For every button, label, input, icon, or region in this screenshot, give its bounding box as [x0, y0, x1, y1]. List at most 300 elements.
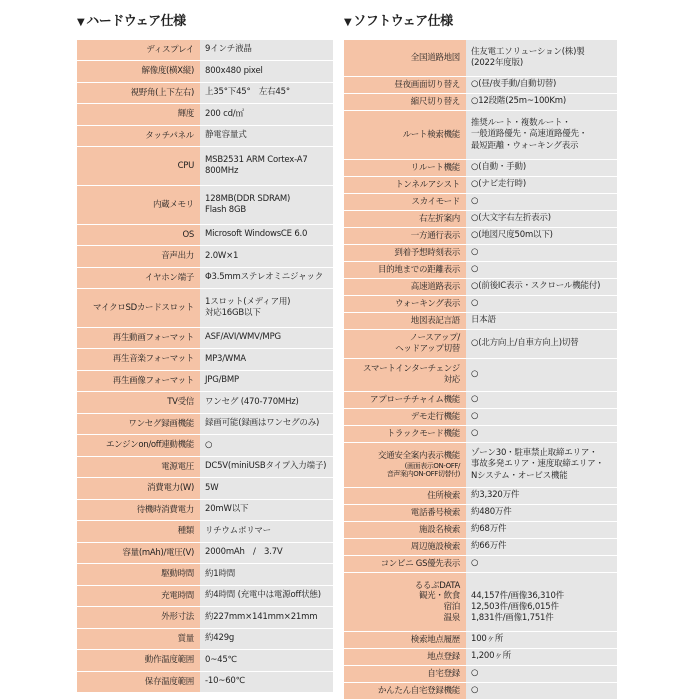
spec-value [466, 409, 617, 425]
spec-row [77, 586, 333, 607]
spec-label-line: 縮尺切り替え [410, 96, 460, 107]
triangle-bullet-icon: ▼ [77, 17, 85, 28]
spec-label [77, 478, 200, 499]
spec-label-line: アプローチチャイム機能 [370, 394, 460, 405]
software-spec-section [344, 12, 617, 700]
spec-label [77, 500, 200, 520]
spec-label [344, 194, 466, 210]
spec-row [77, 371, 333, 392]
hardware-spec-section [77, 12, 333, 693]
spec-row [344, 488, 617, 505]
spec-label-line: スマートインターチェンジ [363, 364, 460, 375]
spec-value [200, 268, 333, 288]
spec-label [77, 328, 200, 348]
spec-label-line: 音声出力 [161, 251, 194, 262]
spec-value-line: 上35°下45° 左右45° [205, 87, 290, 98]
spec-value-line: ゾーン30・駐車禁止取締エリア・ [471, 448, 598, 459]
spec-label-line: 音声案内ON-OFF切替付) [386, 470, 460, 479]
spec-value-line: MP3/WMA [205, 353, 246, 364]
spec-value-line: ○ [471, 247, 479, 258]
spec-value [466, 539, 617, 555]
spec-row [344, 160, 617, 177]
spec-value-line: ○(大文字右左折表示) [471, 213, 551, 224]
spec-label-line: 対応 [443, 375, 460, 385]
spec-label-line: 再生音楽フォーマット [112, 354, 194, 365]
software-spec-heading: ▼ ソフトウェア仕様 [344, 14, 453, 29]
spec-label-line: 一方通行表示 [410, 230, 460, 241]
spec-label-line: ルート検索機能 [402, 129, 460, 140]
spec-label [344, 649, 466, 665]
spec-row [344, 296, 617, 313]
spec-value [200, 564, 333, 585]
spec-value [200, 126, 333, 146]
spec-label [77, 629, 200, 649]
spec-row [344, 313, 617, 330]
spec-label [77, 392, 200, 413]
spec-label-line: トラックモード機能 [386, 428, 460, 439]
spec-label-line: ディスプレイ [146, 44, 194, 55]
spec-value-line: ○(昼/夜手動/自動切替) [471, 79, 557, 90]
spec-label-line: 観光・飲食 [418, 591, 460, 602]
spec-value-line: ○(自動・手動) [471, 162, 526, 173]
spec-label-line: エンジンon/off連動機能 [105, 440, 194, 451]
spec-label [344, 522, 466, 538]
spec-label-line: 温泉 [443, 612, 460, 623]
spec-value [466, 313, 617, 329]
spec-value [466, 666, 617, 682]
spec-label-line: 解像度(横X縦) [141, 66, 194, 77]
spec-value-line: 800x480 pixel [205, 65, 263, 76]
spec-value [200, 607, 333, 628]
spec-label [344, 40, 466, 76]
spec-label [344, 262, 466, 278]
spec-row [344, 111, 617, 160]
spec-row [344, 245, 617, 262]
spec-row [344, 649, 617, 666]
spec-value [200, 61, 333, 82]
spec-label-line: 保存温度範囲 [144, 676, 194, 687]
spec-value [466, 632, 617, 648]
spec-row [77, 500, 333, 521]
spec-row [344, 522, 617, 539]
spec-row [77, 61, 333, 83]
spec-row [77, 328, 333, 349]
spec-label-line: 地図表記言語 [410, 315, 460, 326]
spec-row [344, 632, 617, 649]
spec-row [344, 40, 617, 77]
spec-value-line: 対応16GB以下 [205, 308, 261, 318]
software-spec-table [344, 39, 617, 700]
spec-value-line: 静電容量式 [205, 130, 247, 141]
spec-value [200, 328, 333, 348]
spec-label [344, 313, 466, 329]
spec-label-line: タッチパネル [145, 130, 194, 141]
spec-label-line: 質量 [177, 633, 194, 644]
spec-value [466, 111, 617, 159]
spec-value-line: 住友電工ソリューション(株)製 [471, 46, 585, 57]
spec-label-line: 到着予想時刻表示 [394, 247, 460, 258]
spec-value [466, 573, 617, 631]
spec-value [200, 392, 333, 413]
spec-label [77, 40, 200, 60]
spec-value-line: 12,503件/画像6,015件 [471, 602, 559, 612]
spec-label-line: コンビニ GS優先表示 [380, 558, 460, 569]
spec-value [466, 262, 617, 278]
spec-value-line: 約480万件 [471, 507, 512, 518]
spec-value [466, 443, 617, 487]
spec-value [200, 672, 333, 692]
spec-value-line: 2.0W×1 [205, 250, 239, 261]
spec-value-line: ○(前後IC表示・スクロール機能付) [471, 281, 601, 292]
spec-value-line: 1,200ヶ所 [471, 651, 511, 662]
spec-label [344, 330, 466, 358]
spec-value [200, 650, 333, 671]
spec-label [77, 457, 200, 477]
spec-label-line: ワンセグ録画機能 [128, 418, 194, 429]
spec-row [344, 279, 617, 296]
spec-value [466, 505, 617, 521]
spec-value-line: 約227mm×141mm×21mm [205, 611, 318, 622]
spec-value-line: 100ヶ所 [471, 634, 504, 645]
spec-label [344, 392, 466, 408]
spec-value-line: 20mW以下 [205, 504, 249, 515]
spec-value-line: 約429g [205, 633, 235, 644]
spec-row [77, 478, 333, 500]
spec-row [77, 607, 333, 629]
spec-value [466, 245, 617, 261]
spec-label [344, 683, 466, 699]
spec-row [77, 83, 333, 104]
spec-label [77, 289, 200, 327]
spec-label-line: イヤホン端子 [144, 272, 194, 283]
spec-label [77, 225, 200, 245]
spec-label-line: ウォーキング表示 [394, 298, 460, 309]
spec-label-line: 外形寸法 [161, 612, 194, 623]
spec-label-line: 目的地までの距離表示 [377, 264, 460, 275]
spec-value [466, 488, 617, 504]
spec-label [344, 488, 466, 504]
spec-value-line: ASF/AVI/WMV/MPG [205, 332, 281, 343]
spec-label [344, 443, 466, 487]
spec-value-line: 録画可能(録画はワンセグのみ) [205, 418, 320, 429]
spec-label-line: トンネルアシスト [395, 179, 460, 190]
spec-value-line: 最短距離・ウォーキング表示 [471, 140, 579, 151]
spec-label-line: るるぶDATA [414, 580, 460, 591]
spec-value-line: 推奨ルート・複数ルート・ [471, 118, 571, 129]
spec-label [344, 245, 466, 261]
spec-row [344, 77, 617, 94]
spec-value [200, 349, 333, 370]
spec-row [344, 392, 617, 409]
spec-value-line: ○ [205, 439, 213, 450]
spec-value-line: ○ [471, 394, 479, 405]
spec-value [200, 371, 333, 391]
spec-label-line: CPU [177, 160, 194, 171]
spec-row [344, 539, 617, 556]
spec-value [200, 500, 333, 520]
spec-value [466, 330, 617, 358]
spec-label [77, 61, 200, 82]
spec-label [344, 359, 466, 391]
spec-value-line [471, 580, 615, 591]
spec-label [77, 543, 200, 563]
spec-row [77, 521, 333, 543]
spec-label [77, 186, 200, 224]
spec-row [344, 683, 617, 700]
spec-value-line: Nシステム・オービス機能 [471, 470, 568, 481]
spec-label [344, 556, 466, 572]
spec-value-line: 一般道路優先・高速道路優先・ [471, 129, 588, 140]
spec-label [344, 296, 466, 312]
spec-label-line: 動作温度範囲 [144, 655, 194, 666]
spec-row [77, 435, 333, 457]
spec-label [77, 607, 200, 628]
spec-value-line: ○ [471, 196, 479, 207]
spec-label-line: 右左折案内 [418, 213, 460, 224]
spec-value-line: ○ [471, 264, 479, 275]
spec-value-line: 0~45℃ [205, 654, 237, 665]
spec-label [77, 564, 200, 585]
spec-value [200, 521, 333, 542]
spec-label-line: 視野角(上下左右) [130, 87, 194, 98]
hardware-spec-heading: ▼ ハードウェア仕様 [77, 14, 186, 29]
spec-row [77, 186, 333, 225]
spec-label [344, 666, 466, 682]
spec-label-line: 昼夜画面切り替え [394, 79, 460, 90]
spec-value [466, 296, 617, 312]
spec-row [344, 94, 617, 111]
spec-value [466, 94, 617, 110]
spec-label-line: マイクロSDカードスロット [93, 302, 194, 313]
spec-value-line: ○ [471, 369, 479, 380]
spec-label [77, 246, 200, 267]
spec-value [200, 414, 333, 434]
spec-label-line: 高速道路表示 [410, 281, 460, 292]
spec-label-line: 電話番号検索 [410, 507, 460, 518]
spec-value [200, 586, 333, 606]
spec-value [200, 246, 333, 267]
spec-row [77, 543, 333, 564]
spec-label [344, 409, 466, 425]
spec-value-line: MSB2531 ARM Cortex-A7 [205, 154, 308, 165]
spec-value-line: ○(ナビ走行時) [471, 179, 526, 190]
spec-label [77, 83, 200, 103]
spec-row [344, 409, 617, 426]
spec-label [77, 586, 200, 606]
spec-value-line: 1スロット(メディア用) [205, 296, 291, 307]
spec-row [344, 359, 617, 392]
spec-label-line: 種類 [177, 526, 194, 537]
spec-value-line: 約66万件 [471, 541, 507, 552]
spec-label-line: 内蔵メモリ [152, 199, 194, 210]
spec-label-line: 電源電圧 [161, 461, 194, 472]
spec-value-line: ○ [471, 411, 479, 422]
spec-label [344, 573, 466, 631]
spec-value [466, 279, 617, 295]
spec-label [344, 160, 466, 176]
spec-value [200, 543, 333, 563]
spec-row [77, 414, 333, 435]
spec-value [200, 225, 333, 245]
spec-label [77, 521, 200, 542]
spec-value-line: 800MHz [205, 166, 239, 176]
spec-label-line: TV受信 [167, 397, 194, 408]
spec-value-line: 9インチ液晶 [205, 44, 252, 55]
spec-label-line: ノースアップ/ [409, 333, 460, 344]
spec-row [344, 194, 617, 211]
spec-label [77, 435, 200, 456]
spec-label [77, 672, 200, 692]
spec-row [77, 147, 333, 186]
spec-row [77, 392, 333, 414]
spec-row [77, 629, 333, 650]
spec-label [344, 539, 466, 555]
spec-label [344, 94, 466, 110]
spec-value-line: ○(地図尺度50m以下) [471, 230, 553, 241]
spec-label [344, 632, 466, 648]
spec-value [466, 359, 617, 391]
spec-label-line: 交通安全案内表示機能 [377, 450, 460, 461]
spec-value [200, 289, 333, 327]
spec-value-line: ○12段階(25m~100Km) [471, 96, 566, 107]
spec-label [77, 126, 200, 146]
spec-row [344, 505, 617, 522]
spec-value-line: 約3,320万件 [471, 490, 520, 501]
spec-value [466, 522, 617, 538]
spec-value-line: リチウムポリマー [205, 525, 271, 536]
spec-value-line: 2000mAh / 3.7V [205, 547, 283, 558]
spec-value [466, 683, 617, 699]
spec-value [466, 556, 617, 572]
spec-label [344, 426, 466, 442]
spec-value [466, 649, 617, 665]
spec-row [344, 426, 617, 443]
spec-row [77, 564, 333, 586]
spec-label-line: 住所検索 [427, 490, 460, 501]
spec-row [77, 672, 333, 693]
spec-value [466, 426, 617, 442]
spec-label [77, 650, 200, 671]
spec-value-line: -10~60℃ [205, 676, 245, 687]
spec-value [466, 228, 617, 244]
spec-label-line: リルート機能 [410, 162, 460, 173]
spec-label-line: 検索地点履歴 [410, 634, 460, 645]
spec-value-line: 約68万件 [471, 524, 507, 535]
spec-row [77, 349, 333, 371]
spec-label-line: かんたん自宅登録機能 [377, 685, 460, 696]
spec-value-line: 200 cd/㎡ [205, 108, 244, 119]
spec-label [344, 77, 466, 93]
spec-value [466, 77, 617, 93]
spec-value-line: ○ [471, 685, 479, 696]
spec-label-line: 再生画像フォーマット [112, 375, 194, 386]
spec-row [344, 443, 617, 488]
spec-label [77, 414, 200, 434]
spec-value-line: ○ [471, 668, 479, 679]
spec-row [344, 262, 617, 279]
spec-value-line: 事故多発エリア・速度取締エリア・ [471, 459, 604, 470]
spec-row [344, 228, 617, 245]
spec-value [200, 478, 333, 499]
spec-value [200, 457, 333, 477]
spec-label-line: 宿泊 [443, 602, 460, 612]
spec-label-line: 駆動時間 [161, 569, 194, 580]
spec-row [77, 457, 333, 478]
spec-label [77, 104, 200, 125]
spec-label-line: 施設名検索 [418, 524, 460, 535]
spec-label [77, 268, 200, 288]
spec-label [344, 177, 466, 193]
spec-value-line: 日本語 [471, 315, 496, 326]
spec-label [344, 228, 466, 244]
spec-value [466, 392, 617, 408]
spec-label [77, 147, 200, 185]
spec-value-line: ○ [471, 428, 479, 439]
spec-row [344, 211, 617, 228]
spec-row [77, 104, 333, 126]
spec-value-line: (2022年度版) [471, 58, 523, 68]
spec-value [200, 83, 333, 103]
spec-value-line: DC5V(miniUSBタイプ入力端子) [205, 461, 327, 472]
hardware-spec-table [77, 39, 333, 693]
spec-value [200, 147, 333, 185]
spec-row [77, 650, 333, 672]
spec-value [200, 104, 333, 125]
spec-value-line: 約4時間 (充電中は電源off状態) [205, 590, 321, 601]
spec-value-line: Microsoft WindowsCE 6.0 [205, 229, 308, 240]
spec-value-line: ○(北方向上/自車方向上)切替 [471, 338, 579, 349]
spec-label-line: 自宅登録 [427, 668, 460, 679]
spec-label-line: 輝度 [177, 109, 194, 120]
spec-value [466, 211, 617, 227]
spec-label [344, 211, 466, 227]
spec-label-line: 消費電力(W) [147, 483, 194, 494]
spec-label-line: 容量(mAh)/電圧(V) [122, 547, 194, 558]
spec-row [344, 573, 617, 632]
spec-label-line: 地点登録 [427, 651, 460, 662]
spec-label [344, 279, 466, 295]
spec-row [77, 268, 333, 289]
spec-value [200, 40, 333, 60]
spec-label-line: 充電時間 [161, 590, 194, 601]
spec-row [344, 177, 617, 194]
spec-value [466, 160, 617, 176]
spec-value-line: 44,157件/画像36,310件 [471, 590, 564, 601]
spec-row [344, 666, 617, 683]
spec-value [466, 177, 617, 193]
spec-row [77, 40, 333, 61]
spec-label-line: (画面表示ON-OFF/ [404, 461, 460, 470]
spec-label-line: ヘッドアップ切替 [395, 344, 460, 354]
spec-label [344, 505, 466, 521]
spec-value [200, 186, 333, 224]
spec-label-line: デモ走行機能 [410, 411, 460, 422]
spec-label-line: 待機時消費電力 [136, 504, 194, 515]
spec-value-line: 1,831件/画像1,751件 [471, 613, 554, 624]
spec-value-line: Flash 8GB [205, 205, 247, 215]
spec-label [77, 349, 200, 370]
spec-row [77, 225, 333, 246]
spec-row [344, 330, 617, 359]
spec-label [77, 371, 200, 391]
spec-label-line: 全国道路地図 [410, 52, 460, 63]
spec-value [200, 435, 333, 456]
spec-row [77, 289, 333, 328]
spec-value-line: 5W [205, 482, 219, 493]
spec-row [77, 126, 333, 147]
spec-label-line: 再生動画フォーマット [112, 332, 194, 343]
spec-value-line: JPG/BMP [205, 375, 239, 386]
